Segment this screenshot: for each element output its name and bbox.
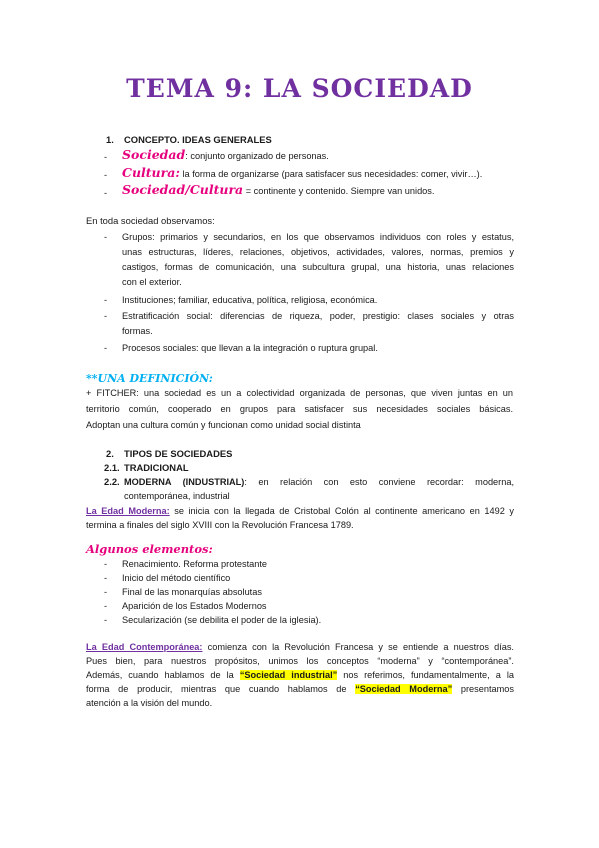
contemporanea-line4 [86, 683, 514, 695]
subsection-2-2-line [124, 476, 514, 488]
list-item-procesos [122, 342, 378, 354]
page-title: TEMA 9: LA SOCIEDAD [126, 74, 473, 103]
highlight-sociedad-moderna: “Sociedad Moderna” [355, 684, 453, 694]
subsection-2-2-title: MODERNA (INDUSTRIAL) [124, 477, 245, 487]
subsection-2-2-number: 2.2. [104, 476, 120, 487]
list-item: Aparición de los Estados Modernos [122, 601, 267, 611]
highlight-sociedad-industrial: “Sociedad industrial” [239, 670, 338, 680]
dash-bullet: - [104, 587, 108, 597]
section-1-heading: CONCEPTO. IDEAS GENERALES [124, 134, 272, 145]
list-item-estratificacion [122, 310, 514, 337]
text-line: territorio común, cooperado en grupos para satisfacer sus necesidades sociales básicas. [86, 404, 513, 414]
dash-bullet: - [104, 559, 108, 569]
text-line: Estratificación social: diferencias de riqueza, poder, prestigio: clases sociales y otras [122, 311, 514, 321]
dash-bullet: - [104, 170, 108, 180]
dash-bullet: - [104, 573, 108, 583]
term-sociedad-cultura: Sociedad/Cultura [122, 182, 244, 197]
dash-bullet: - [104, 615, 108, 625]
subsection-2-2-text: : en relación con esto conviene recordar: moderna, [244, 477, 514, 487]
definition-cultura [122, 167, 482, 180]
text-line: con el exterior. [122, 277, 182, 287]
dash-bullet: - [104, 188, 108, 198]
list-item [104, 151, 107, 163]
definition-paragraph [86, 387, 513, 431]
definition-sociedad-cultura [122, 184, 434, 197]
list-item: Secularización (se debilita el poder de la iglesia). [122, 615, 322, 625]
definition-text: = continente y contenido. Siempre van unidos. [243, 186, 435, 196]
text-segment: presentamos [452, 684, 514, 694]
algunos-elementos-heading: Algunos elementos: [86, 542, 213, 556]
definition-text: : conjunto organizado de personas. [185, 151, 329, 161]
dash-bullet: - [104, 601, 108, 611]
edad-moderna-text: se inicia con la llegada de Cristobal Colón al continente americano en 1492 y [169, 506, 514, 516]
subsection-2-1-title: TRADICIONAL [124, 462, 189, 473]
list-item [104, 169, 107, 181]
list-item: Final de las monarquías absolutas [122, 587, 262, 597]
contemporanea-text: comienza con la Revolución Francesa y se entiende a nuestros días. [202, 642, 514, 652]
dash-bullet: - [104, 295, 108, 305]
list-item-instituciones [122, 294, 377, 306]
definition-text: la forma de organizarse (para satisfacer sus necesidades: comer, vivir…). [179, 169, 483, 179]
contemporanea-label: La Edad Contemporánea: [86, 642, 203, 652]
dash-bullet: - [104, 343, 108, 353]
text-line: + FITCHER: una sociedad es un a colectividad organizada de personas, que viven juntas en un [86, 388, 513, 398]
dash-bullet: - [104, 311, 108, 321]
list-item: Inicio del método científico [122, 573, 231, 583]
text-line: Instituciones; familiar, educativa, política, religiosa, económica. [122, 295, 378, 305]
list-item-grupos [122, 231, 514, 288]
list-item [104, 187, 107, 199]
dash-bullet: - [104, 232, 108, 242]
subsection-2-1-number: 2.1. [104, 462, 120, 473]
term-sociedad: Sociedad [122, 147, 186, 162]
text-line: castigos, formas de comunicación, una subcultura grupal, una historia, unas relaciones [122, 262, 514, 272]
text-segment: nos referimos, fundamentalmente, a la [337, 670, 514, 680]
definition-heading: **UNA DEFINICIÓN: [86, 372, 213, 385]
section-1-number: 1. [106, 134, 114, 145]
list-item: Renacimiento. Reforma protestante [122, 559, 268, 569]
edad-moderna-line2: termina a finales del siglo XVIII con la Revolución Francesa 1789. [86, 520, 354, 530]
text-line: Grupos: primarios y secundarios, en los que observamos individuos con roles y estatus, [122, 232, 514, 242]
section-2-heading: TIPOS DE SOCIEDADES [124, 448, 233, 459]
contemporanea-line1 [86, 641, 514, 653]
definition-sociedad [122, 149, 329, 162]
contemporanea-line5: atención a la visión del mundo. [86, 698, 213, 708]
observe-intro: En toda sociedad observamos: [86, 215, 215, 226]
contemporanea-line3 [86, 669, 514, 681]
edad-moderna-label: La Edad Moderna: [86, 506, 170, 516]
term-cultura: Cultura: [122, 165, 180, 180]
text-line: Adoptan una cultura común y funcionan como unidad social distinta [86, 420, 361, 430]
edad-moderna-line1 [86, 505, 514, 517]
contemporanea-line2: Pues bien, para nuestros propósitos, unimos los conceptos “moderna” y “contemporánea”. [86, 656, 514, 666]
text-line: Procesos sociales: que llevan a la integración o ruptura grupal. [122, 343, 378, 353]
dash-bullet: - [104, 152, 108, 162]
text-line: formas. [122, 326, 153, 336]
subsection-2-2-line2: contemporánea, industrial [124, 491, 230, 501]
text-segment: Además, cuando hablamos de la [86, 670, 240, 680]
section-2-number: 2. [106, 448, 114, 459]
text-line: unas estructuras, líderes, relaciones, objetivos, actividades, valores, normas, premios y [122, 247, 514, 257]
text-segment: forma de producir, mientras que cuando hablamos de [86, 684, 356, 694]
